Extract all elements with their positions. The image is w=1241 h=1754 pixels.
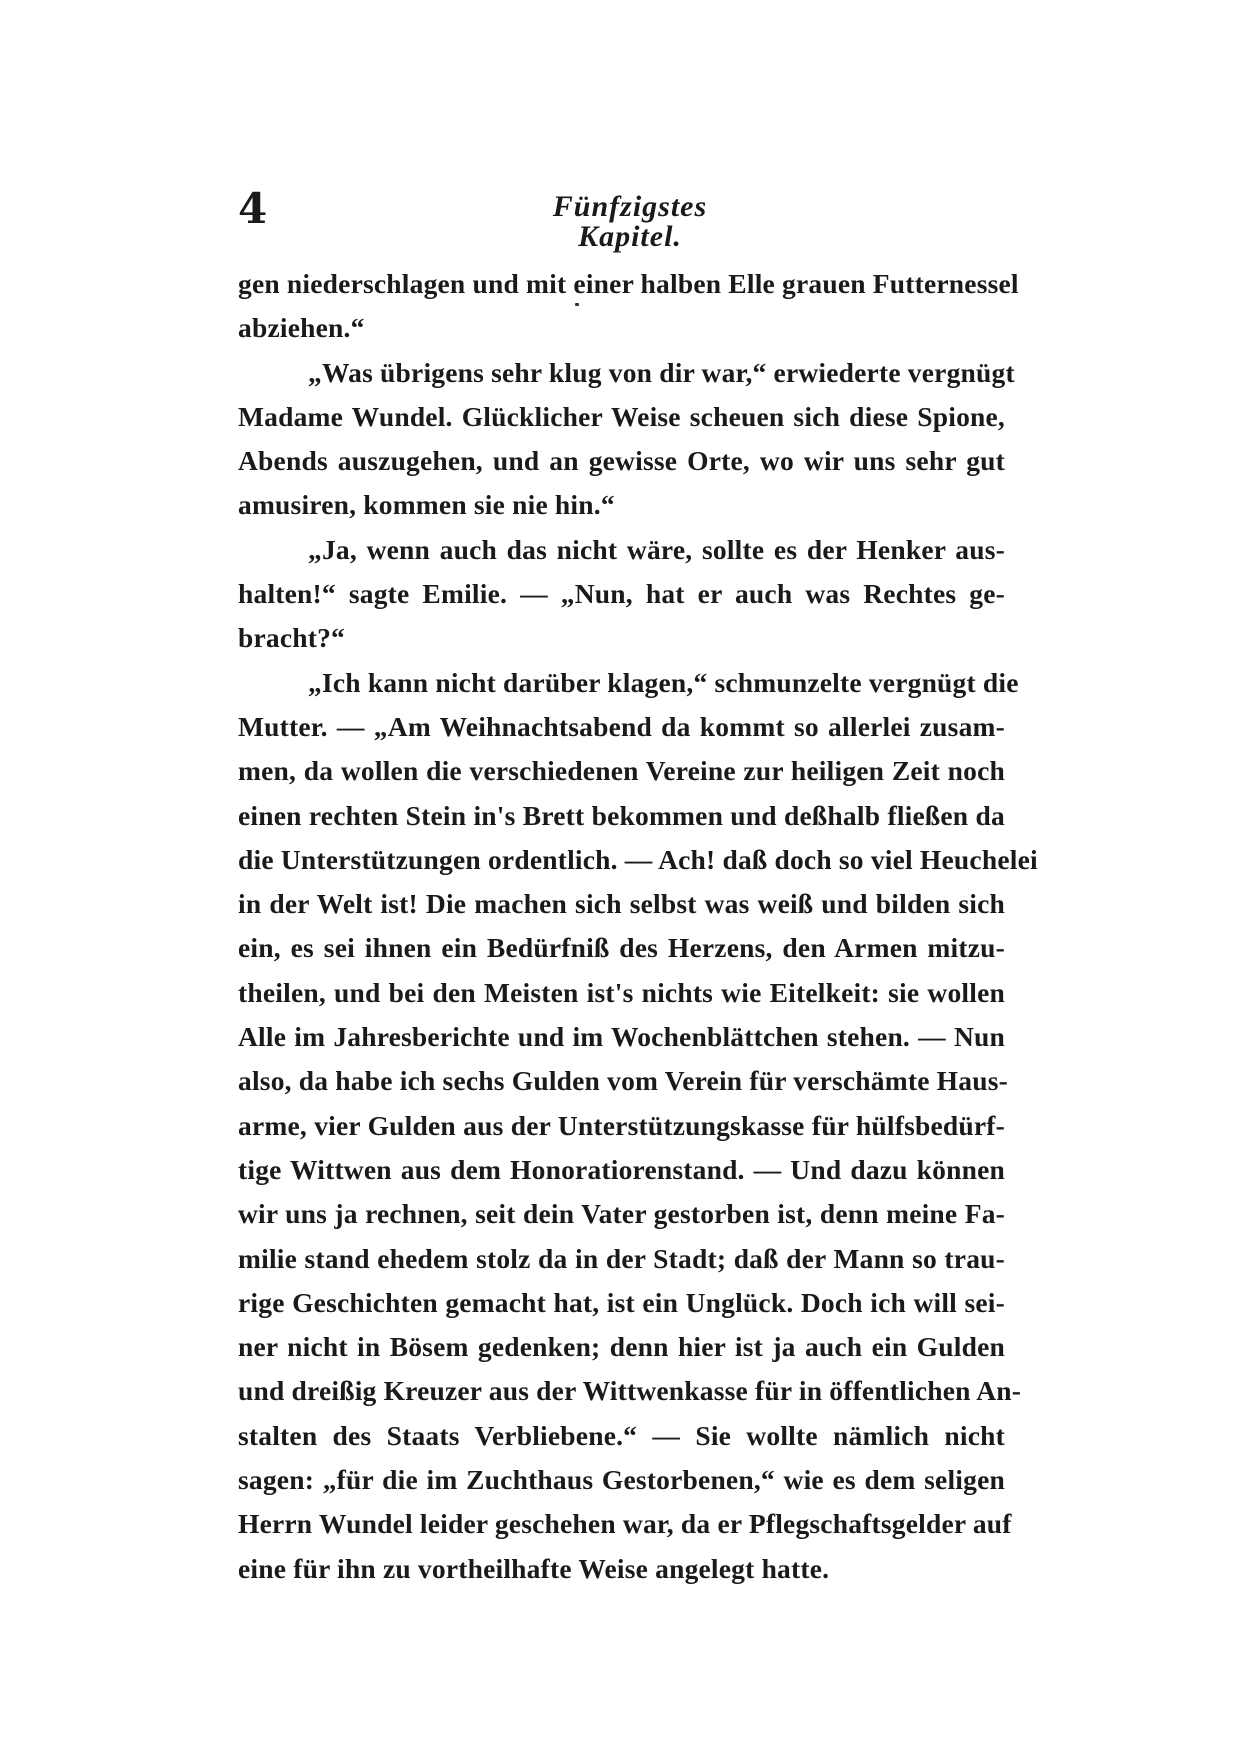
text-line: Alle im Jahresberichte und im Wochenblättchen stehen. — Nun bbox=[238, 1021, 1005, 1053]
text-line: in der Welt ist! Die machen sich selbst was weiß und bilden sich bbox=[238, 888, 1005, 920]
text-line: einen rechten Stein in's Brett bekommen und deßhalb fließen da bbox=[238, 799, 1005, 831]
text-line: wir uns ja rechnen, seit dein Vater gestorben ist, denn meine Fa- bbox=[238, 1198, 1005, 1230]
text-line: „Ja, wenn auch das nicht wäre, sollte es der Henker aus- bbox=[308, 533, 1005, 565]
text-line: Herrn Wundel leider geschehen war, da er Pflegschaftsgelder auf bbox=[238, 1508, 1012, 1540]
text-line: bracht?“ bbox=[238, 622, 346, 654]
text-line: arme, vier Gulden aus der Unterstützungskasse für hülfsbedürf- bbox=[238, 1109, 1005, 1141]
text-line: rige Geschichten gemacht hat, ist ein Unglück. Doch ich will sei- bbox=[238, 1286, 1005, 1318]
text-line: gen niederschlagen und mit einer halben Elle grauen Futternessel bbox=[238, 268, 1019, 299]
text-line: theilen, und bei den Meisten ist's nichts wie Eitelkeit: sie wollen bbox=[238, 976, 1005, 1008]
running-title: Fünfzigstes Kapitel. bbox=[552, 190, 708, 253]
text-line: „Was übrigens sehr klug von dir war,“ erwiederte vergnügt bbox=[308, 356, 1015, 388]
text-line: stalten des Staats Verbliebene.“ — Sie wollte nämlich nicht bbox=[238, 1419, 1005, 1451]
text-line: ein, es sei ihnen ein Bedürfniß des Herzens, den Armen mitzu- bbox=[238, 932, 1005, 964]
text-line: halten!“ sagte Emilie. — „Nun, hat er auch was Rechtes ge- bbox=[238, 578, 1005, 610]
text-line: amusiren, kommen sie nie hin.“ bbox=[238, 489, 615, 521]
page-number: 4 bbox=[238, 184, 268, 233]
text-line: die Unterstützungen ordentlich. — Ach! daß doch so viel Heuchelei bbox=[238, 843, 1038, 875]
text-line: Madame Wundel. Glücklicher Weise scheuen sich diese Spione, bbox=[238, 400, 1005, 432]
text-line: milie stand ehedem stolz da in der Stadt; daß der Mann so trau- bbox=[238, 1242, 1005, 1274]
text-line: Mutter. — „Am Weihnachtsabend da kommt so allerlei zusam- bbox=[238, 710, 1005, 742]
text-line: „Ich kann nicht darüber klagen,“ schmunzelte vergnügt die bbox=[308, 666, 1019, 698]
body-text bbox=[238, 262, 1038, 1591]
text-line: sagen: „für die im Zuchthaus Gestorbenen,“ wie es dem seligen bbox=[238, 1464, 1005, 1496]
text-line: also, da habe ich sechs Gulden vom Verein für verschämte Haus- bbox=[238, 1065, 1008, 1097]
text-line: eine für ihn zu vortheilhafte Weise angelegt hatte. bbox=[238, 1552, 830, 1584]
text-line: und dreißig Kreuzer aus der Wittwenkasse für in öffentlichen An- bbox=[238, 1375, 1022, 1407]
text-line: Abends auszugehen, und an gewisse Orte, wo wir uns sehr gut bbox=[238, 445, 1005, 477]
text-line: ner nicht in Bösem gedenken; denn hier ist ja auch ein Gulden bbox=[238, 1331, 1005, 1363]
text-line: tige Wittwen aus dem Honoratiorenstand. — Und dazu können bbox=[238, 1153, 1005, 1185]
text-line: men, da wollen die verschiedenen Vereine zur heiligen Zeit noch bbox=[238, 755, 1005, 787]
text-line: abziehen.“ bbox=[238, 312, 365, 344]
